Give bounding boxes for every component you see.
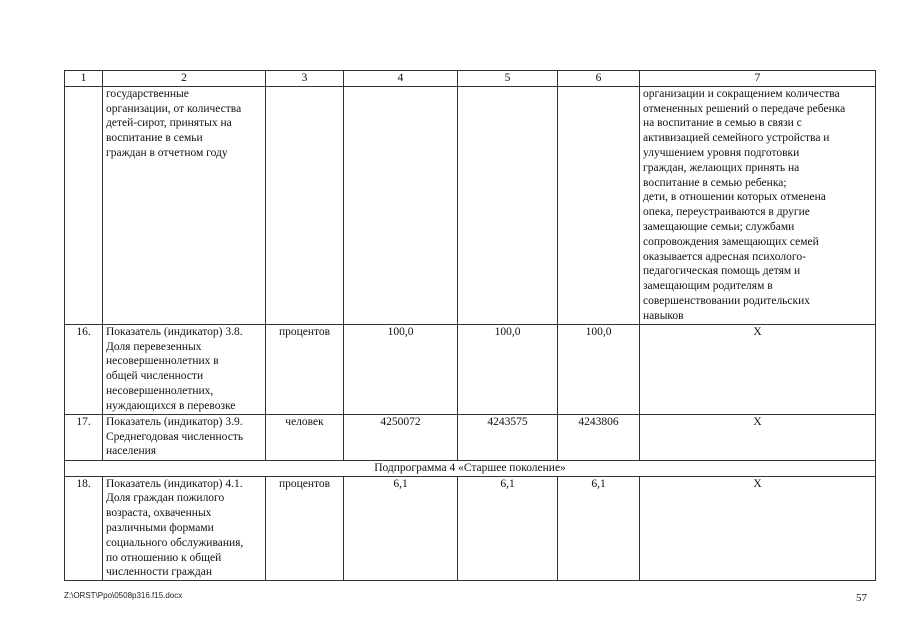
table-row	[65, 414, 876, 460]
table-row	[65, 476, 876, 581]
column-number: 1	[65, 71, 103, 87]
value-cell: 6,1	[344, 476, 458, 581]
unit-cell: процентов	[266, 476, 344, 581]
value-cell	[558, 86, 640, 324]
column-number-row	[65, 71, 876, 87]
table-row	[65, 324, 876, 414]
unit-cell: процентов	[266, 324, 344, 414]
subprogram-title: Подпрограмма 4 «Старшее поколение»	[65, 460, 876, 476]
table-row-continued	[65, 86, 876, 324]
column-number: 4	[344, 71, 458, 87]
row-number-cell: 17.	[65, 414, 103, 460]
unit-cell: человек	[266, 414, 344, 460]
subprogram-header-row	[65, 460, 876, 476]
value-cell: 6,1	[558, 476, 640, 581]
value-cell: 100,0	[458, 324, 558, 414]
value-cell: 100,0	[558, 324, 640, 414]
row-number-cell: 18.	[65, 476, 103, 581]
column-number: 5	[458, 71, 558, 87]
value-cell: 4250072	[344, 414, 458, 460]
column-number: 6	[558, 71, 640, 87]
note-cell: Х	[640, 324, 876, 414]
row-number-cell	[65, 86, 103, 324]
value-cell: 6,1	[458, 476, 558, 581]
row-number-cell: 16.	[65, 324, 103, 414]
footer-file-path: Z:\ORST\Ppo\0508p316.f15.docx	[64, 591, 183, 600]
value-cell	[344, 86, 458, 324]
note-cell: организации и сокращением количества отмененных решений о передаче ребенка на воспитание в семью в связи с активизацией семейного устройства и улучшением уровня подготовки граждан, желающих принять на воспитание в семью ребенка; дети, в отношении которых отменена опека, переустраиваются в другие замещающие семьи; службами сопровождения замещающих семей оказывается адресная психолого- педагогическая помощь детям и замещающим родителям в совершенствовании родительских навыков	[640, 86, 876, 324]
column-number: 3	[266, 71, 344, 87]
column-number: 2	[103, 71, 266, 87]
indicator-name-cell: Показатель (индикатор) 4.1. Доля граждан пожилого возраста, охваченных различными формами социального обслуживания, по отношению к общей численности граждан	[103, 476, 266, 581]
value-cell: 4243575	[458, 414, 558, 460]
value-cell: 4243806	[558, 414, 640, 460]
note-cell: Х	[640, 476, 876, 581]
data-table	[64, 70, 876, 581]
page-number: 57	[856, 592, 867, 604]
note-cell: Х	[640, 414, 876, 460]
value-cell: 100,0	[344, 324, 458, 414]
value-cell	[458, 86, 558, 324]
indicator-name-cell: государственные организации, от количества детей-сирот, принятых на воспитание в семьи граждан в отчетном году	[103, 86, 266, 324]
unit-cell	[266, 86, 344, 324]
column-number: 7	[640, 71, 876, 87]
indicator-name-cell: Показатель (индикатор) 3.8. Доля перевезенных несовершеннолетних в общей численности несовершеннолетних, нуждающихся в перевозке	[103, 324, 266, 414]
indicator-name-cell: Показатель (индикатор) 3.9. Среднегодовая численность населения	[103, 414, 266, 460]
